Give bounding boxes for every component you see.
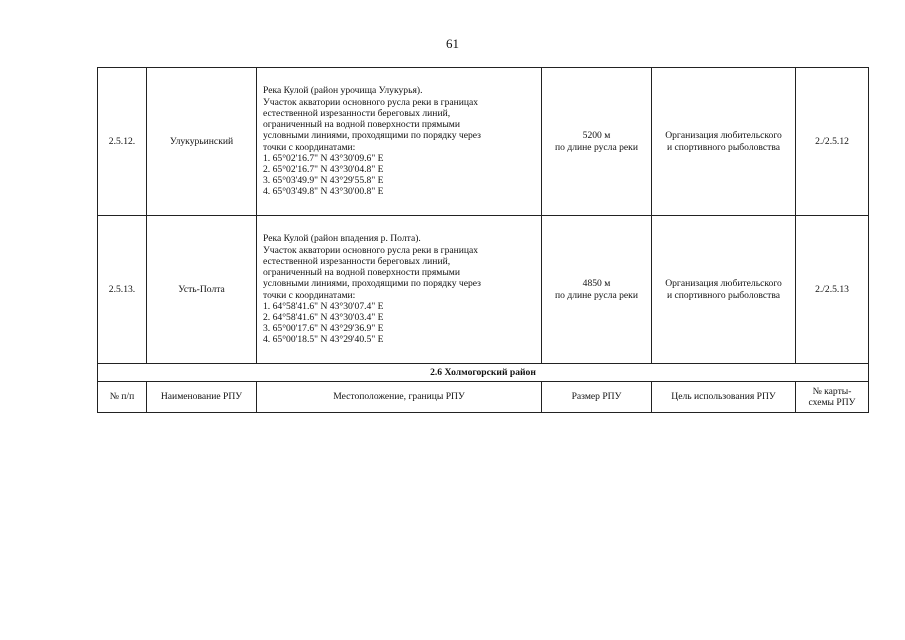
location-line: точки с координатами: bbox=[263, 289, 356, 301]
location-line: Участок акватории основного русла реки в границах bbox=[263, 96, 479, 108]
rpu-location bbox=[257, 216, 542, 364]
header-size: Размер РПУ bbox=[542, 382, 652, 413]
location-line: условными линиями, проходящими по порядку через bbox=[263, 278, 481, 290]
location-line: естественной изрезанности береговых линий, bbox=[263, 255, 451, 267]
coordinate-line: 4. 65°00'18.5" N 43°29'40.5" E bbox=[263, 334, 384, 346]
coordinate-line: 2. 64°58'41.6" N 43°30'03.4" E bbox=[263, 311, 384, 323]
header-location: Местоположение, границы РПУ bbox=[257, 382, 542, 413]
map-number: 2./2.5.12 bbox=[796, 68, 869, 216]
header-map-line: № карты- bbox=[812, 385, 852, 397]
purpose-line: и спортивного рыболовства bbox=[666, 141, 781, 153]
location-line: ограниченный на водной поверхности прямыми bbox=[263, 119, 460, 131]
location-line: Участок акватории основного русла реки в границах bbox=[263, 244, 479, 256]
location-line: Река Кулой (район впадения р. Полта). bbox=[263, 233, 421, 245]
size-value: 4850 м bbox=[582, 278, 611, 290]
rpu-purpose bbox=[652, 68, 796, 216]
header-map-line: схемы РПУ bbox=[808, 397, 856, 408]
section-heading-row bbox=[98, 364, 869, 382]
rpu-name: Усть-Полта bbox=[147, 216, 257, 364]
page-number: 61 bbox=[446, 36, 459, 51]
rpu-name: Улукурьинский bbox=[147, 68, 257, 216]
size-unit: по длине русла реки bbox=[555, 141, 638, 153]
coordinate-line: 1. 65°02'16.7" N 43°30'09.6" E bbox=[263, 152, 384, 164]
section-title: 2.6 Холмогорский район bbox=[98, 364, 869, 382]
coordinate-line: 1. 64°58'41.6" N 43°30'07.4" E bbox=[263, 300, 384, 312]
row-number: 2.5.13. bbox=[98, 216, 147, 364]
header-name: Наименование РПУ bbox=[147, 382, 257, 413]
location-line: точки с координатами: bbox=[263, 141, 356, 153]
coordinate-line: 3. 65°03'49.9" N 43°29'55.8" E bbox=[263, 175, 384, 187]
header-number: № п/п bbox=[98, 382, 147, 413]
map-number: 2./2.5.13 bbox=[796, 216, 869, 364]
purpose-line: Организация любительского bbox=[665, 278, 782, 290]
size-value: 5200 м bbox=[582, 130, 611, 142]
location-line: ограниченный на водной поверхности прямыми bbox=[263, 267, 460, 279]
location-line: Река Кулой (район урочища Улукурья). bbox=[263, 85, 423, 97]
coordinate-line: 3. 65°00'17.6" N 43°29'36.9" E bbox=[263, 323, 384, 335]
rpu-purpose bbox=[652, 216, 796, 364]
row-number: 2.5.12. bbox=[98, 68, 147, 216]
header-map bbox=[796, 382, 869, 413]
rpu-location bbox=[257, 68, 542, 216]
rpu-size bbox=[542, 216, 652, 364]
header-purpose: Цель использования РПУ bbox=[652, 382, 796, 413]
location-line: естественной изрезанности береговых линий, bbox=[263, 107, 451, 119]
rpu-size bbox=[542, 68, 652, 216]
size-unit: по длине русла реки bbox=[555, 289, 638, 301]
purpose-line: и спортивного рыболовства bbox=[666, 289, 781, 301]
rpu-table bbox=[97, 67, 869, 413]
table-row bbox=[98, 216, 869, 364]
table-row bbox=[98, 68, 869, 216]
purpose-line: Организация любительского bbox=[665, 130, 782, 142]
location-line: условными линиями, проходящими по порядку через bbox=[263, 130, 481, 142]
coordinate-line: 4. 65°03'49.8" N 43°30'00.8" E bbox=[263, 186, 384, 198]
column-header-row bbox=[98, 382, 869, 413]
coordinate-line: 2. 65°02'16.7" N 43°30'04.8" E bbox=[263, 163, 384, 175]
